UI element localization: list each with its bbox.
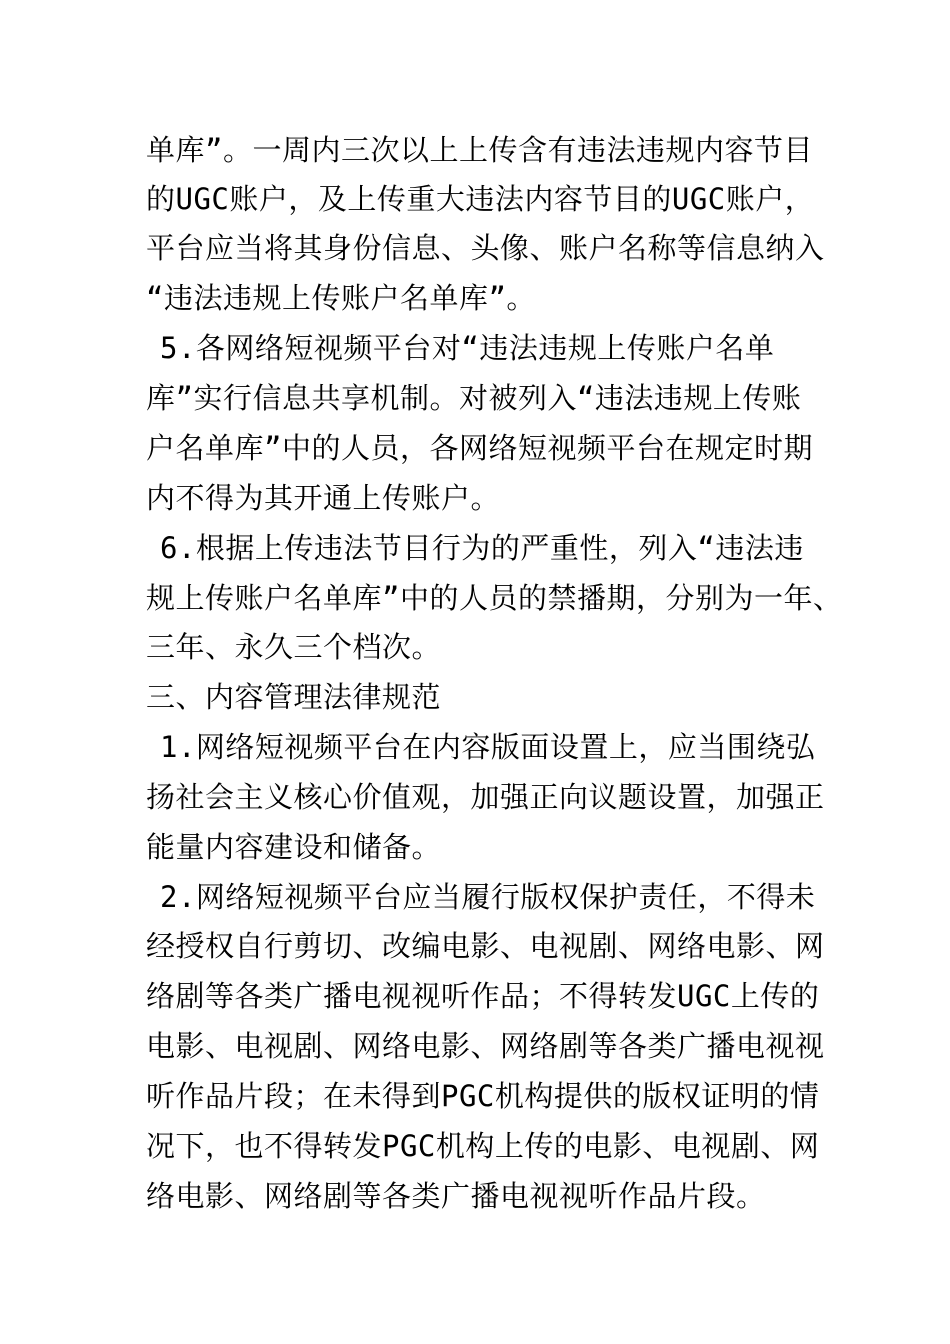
text-line-8: 内不得为其开通上传账户。 [146, 481, 501, 515]
text-line-14: 扬社会主义核心价值观，加强正向议题设置，加强正 [146, 780, 825, 814]
text-line-11: 三年、永久三个档次。 [146, 630, 442, 664]
text-line-1: 单库”。一周内三次以上上传含有违法违规内容节目 [146, 133, 813, 167]
list-item-5: 5.各网络短视频平台对“违法违规上传账户名单 [160, 331, 775, 365]
text-line-10: 规上传账户名单库”中的人员的禁播期，分别为一年、 [146, 581, 843, 615]
text-line-7: 户名单库”中的人员，各网络短视频平台在规定时期 [146, 431, 813, 465]
text-line-6: 库”实行信息共享机制。对被列入“违法违规上传账 [146, 381, 802, 415]
text-line-4: “违法违规上传账户名单库”。 [146, 281, 536, 315]
list-item-6: 6.根据上传违法节目行为的严重性，列入“违法违 [160, 531, 804, 565]
text-line-19: 电影、电视剧、网络电影、网络剧等各类广播电视视 [146, 1029, 825, 1063]
text-line-2: 的UGC账户，及上传重大违法内容节目的UGC账户， [146, 182, 815, 216]
text-line-22: 络电影、网络剧等各类广播电视视听作品片段。 [146, 1179, 766, 1213]
text-line-18: 络剧等各类广播电视视听作品；不得转发UGC上传的 [146, 979, 820, 1013]
list-item-1: 1.网络短视频平台在内容版面设置上，应当围绕弘 [160, 730, 816, 764]
text-line-17: 经授权自行剪切、改编电影、电视剧、网络电影、网 [146, 929, 825, 963]
text-line-3: 平台应当将其身份信息、头像、账户名称等信息纳入 [146, 231, 825, 265]
list-item-2: 2.网络短视频平台应当履行版权保护责任，不得未 [160, 880, 816, 914]
text-line-21: 况下，也不得转发PGC机构上传的电影、电视剧、网 [146, 1129, 820, 1163]
text-line-15: 能量内容建设和储备。 [146, 830, 442, 864]
text-line-20: 听作品片段；在未得到PGC机构提供的版权证明的情 [146, 1079, 820, 1113]
section-heading: 三、内容管理法律规范 [146, 680, 442, 714]
